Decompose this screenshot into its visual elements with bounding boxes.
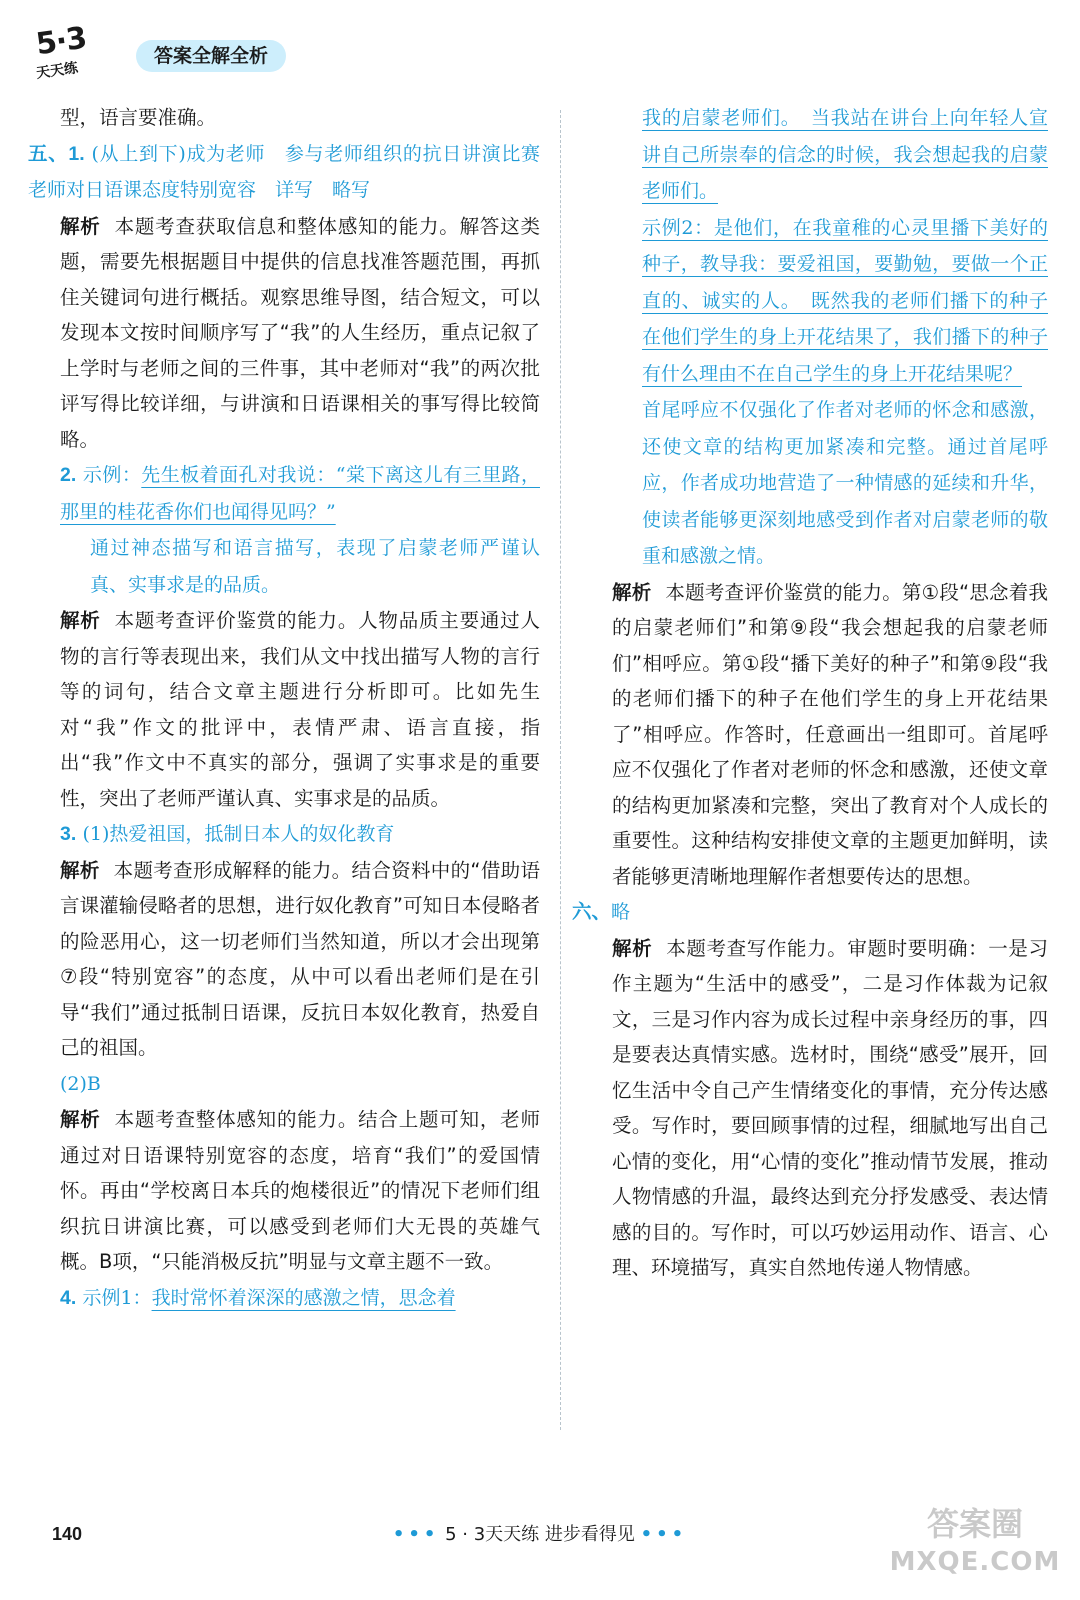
dots-left: ••• xyxy=(392,1524,440,1545)
analysis-label: 解析 xyxy=(60,609,101,632)
q3-answer-2: (2)B xyxy=(60,1072,101,1095)
section-6-block xyxy=(572,894,1048,931)
q2-quote: 先生板着面孔对我说：“棠下离这儿有三里路，那里的桂花香你们也闻得见吗？” xyxy=(60,464,540,523)
q1-analysis-text: 本题考查获取信息和整体感知的能力。解答这类题，需要先根据题目中提供的信息找准答题范围，再抓住关键词句进行概括。观察思维导图，结合短文，可以发现本文按时间顺序写了“我”的人生经历，重点记叙了上学时与老师之间的三件事，其中老师对“我”的两次批评写得比较详细，与讲演和日语课相关的事写得比较简略。 xyxy=(60,214,540,451)
q3-analysis-1-text: 本题考查形成解释的能力。结合资料中的“借助语言课灌输侵略者的思想，进行奴化教育”可知日本侵略者的险恶用心，这一切老师们当然知道，所以才会出现第⑦段“特别宽容”的态度，从中可以看出老师们是在引导“我们”通过抵制日语课，反抗日本奴化教育，热爱自己的祖国。 xyxy=(60,858,540,1059)
q2-prefix: 示例： xyxy=(82,464,142,486)
q4-answer: 我时常怀着深深的感激之情，思念着 xyxy=(151,1286,456,1309)
q4-analysis xyxy=(612,575,1048,895)
section-title: 答案全解全析 xyxy=(136,40,286,72)
q3-analysis-1 xyxy=(60,853,540,1066)
continued-text: 型，语言要准确。 xyxy=(60,106,217,129)
q4-analysis-text: 本题考查评价鉴赏的能力。第①段“思念着我的启蒙老师们”和第⑨段“我会想起我的启蒙老师们”相呼应。第①段“播下美好的种子”和第⑨段“我的老师们播下的种子在他们学生的身上开花结果了”相呼应。作答时，任意画出一组即可。首尾呼应不仅强化了作者对老师的怀念和感激，还使文章的结构更加紧凑和完整，突出了教育对个人成长的重要性。这种结构安排使文章的主题更加鲜明，读者能够更清晰地理解作者想要传达的思想。 xyxy=(612,580,1048,888)
q2-answer-text-block xyxy=(60,530,540,603)
q4-summary-text: 首尾呼应不仅强化了作者对老师的怀念和感激，还使文章的结构更加紧凑和完整。通过首尾呼应，作者成功地营造了一种情感的延续和升华，使读者能够更深刻地感受到作者对启蒙老师的敬重和感激之情。 xyxy=(642,399,1048,567)
q3-answer-block xyxy=(60,816,540,853)
page-number: 140 xyxy=(52,1524,83,1544)
q4-example-2 xyxy=(612,210,1048,393)
q4-example-2-text: 示例2：是他们，在我童稚的心灵里播下美好的种子，教导我：要爱祖国，要勤勉，要做一个正直的、诚实的人。 既然我的老师们播下的种子在他们学生的身上开花结果了，我们播下的种子有什么理由不在自己学生的身上开花结果呢？ xyxy=(642,216,1048,385)
footer-slogan: 5 · 3天天练 进步看得见 xyxy=(445,1524,635,1545)
q2-answer-block xyxy=(60,457,540,530)
q2-analysis-text: 本题考查评价鉴赏的能力。人物品质主要通过人物的言行等表现出来，我们从文中找出描写人物的言行等的词句，结合文章主题进行分析即可。比如先生对“我”作文的批评中，表情严肃、语言直接，指出“我”作文中不真实的部分，强调了实事求是的重要性，突出了老师严谨认真、实事求是的品质。 xyxy=(60,609,540,810)
watermark-url: MXQE.COM xyxy=(889,1547,1061,1577)
q4-prefix: 示例1： xyxy=(82,1286,152,1309)
q1-answer-block xyxy=(28,136,560,209)
q2-number: 2. xyxy=(60,464,77,486)
q2-analysis xyxy=(60,603,540,816)
column-divider xyxy=(560,110,561,1430)
right-column xyxy=(572,100,1048,1286)
section-6-label: 六、 xyxy=(572,900,612,923)
section-6-analysis-text: 本题考查写作能力。审题时要明确：一是习作主题为“生活中的感受”，二是习作体裁为记叙文，三是习作内容为成长过程中亲身经历的事，四是要表达真情实感。选材时，围绕“感受”展开，回忆生活中令自己产生情绪变化的事情，充分传达感受。写作时，要回顾事情的过程，细腻地写出自己心情的变化，用“心情的变化”推动情节发展，推动人物情感的升温，最终达到充分抒发感受、表达情感的目的。写作时，可以巧妙运用动作、语言、心理、环境描写，真实自然地传递人物情感。 xyxy=(612,936,1048,1279)
q4-answer-block xyxy=(60,1280,540,1317)
section-6-answer: 略 xyxy=(611,901,631,923)
footer-slogan-block xyxy=(330,1520,750,1546)
watermark xyxy=(880,1505,1070,1581)
q1-answer: (从上到下)成为老师 参与老师组织的抗日讲演比赛 老师对日语课态度特别宽容 详写 略写 xyxy=(28,142,560,201)
left-column xyxy=(28,100,560,1316)
q1-analysis xyxy=(60,209,540,458)
q4-summary xyxy=(612,392,1048,575)
analysis-label: 解析 xyxy=(60,214,101,238)
q3-analysis-2-text: 本题考查整体感知的能力。结合上题可知，老师通过对日语课特别宽容的态度，培育“我们”的爱国情怀。再由“学校离日本兵的炮楼很近”的情况下老师们组织抗日讲演比赛，可以感受到老师们大无畏的英雄气概。B项，“只能消极反抗”明显与文章主题不一致。 xyxy=(60,1108,540,1273)
analysis-label: 解析 xyxy=(612,580,652,604)
watermark-text: 答案圈 xyxy=(926,1505,1023,1543)
section-5-label: 五、 xyxy=(28,141,69,165)
q4-number: 4. xyxy=(60,1286,77,1309)
q2-answer: 通过神态描写和语言描写，表现了启蒙老师严谨认真、实事求是的品质。 xyxy=(90,537,540,596)
section-6-analysis xyxy=(612,931,1048,1286)
q4-answer-continued: 我的启蒙老师们。 当我站在讲台上向年轻人宣讲自己所崇奉的信念的时候，我会想起我的启蒙老师们。 xyxy=(642,107,1048,202)
analysis-label: 解析 xyxy=(60,1108,101,1131)
brand-logo-sub: 天天练 xyxy=(35,60,80,82)
brand-logo: 5·3 xyxy=(33,20,89,63)
q3-analysis-2 xyxy=(60,1102,540,1280)
q3-answer-2-block xyxy=(60,1066,540,1103)
dots-right: ••• xyxy=(640,1524,688,1545)
header xyxy=(28,20,328,90)
analysis-label: 解析 xyxy=(60,858,100,882)
q3-answer-1: (1)热爱祖国，抵制日本人的奴化教育 xyxy=(82,823,395,845)
analysis-label: 解析 xyxy=(612,936,653,960)
q3-number: 3. xyxy=(60,823,77,845)
q4-continued xyxy=(612,100,1048,210)
q1-number: 1. xyxy=(68,142,85,165)
